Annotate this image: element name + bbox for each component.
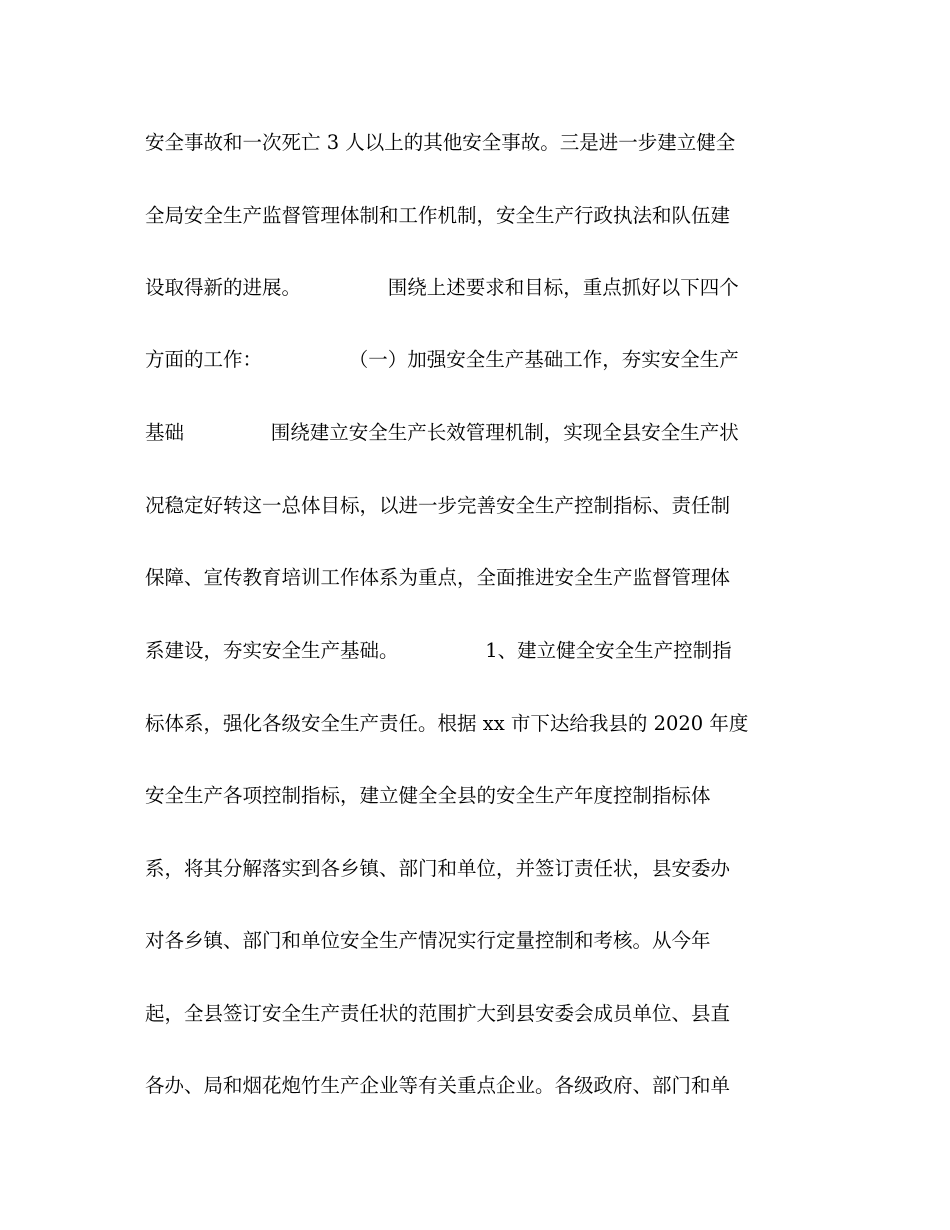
- body-text-line: 安全事故和一次死亡 3 人以上的其他安全事故。三是进一步建立健全: [145, 131, 736, 154]
- body-text-line: 基础 围绕建立安全生产长效管理机制，实现全县安全生产状: [145, 421, 739, 444]
- body-text-line: 保障、宣传教育培训工作体系为重点，全面推进安全生产监督管理体: [145, 566, 731, 589]
- body-text-line: 标体系，强化各级安全生产责任。根据 xx 市下达给我县的 2020 年度: [145, 712, 749, 735]
- body-text-line: 况稳定好转这一总体目标，以进一步完善安全生产控制指标、责任制: [145, 494, 731, 517]
- body-text-line: 方面的工作： （一）加强安全生产基础工作，夯实安全生产: [145, 348, 739, 371]
- body-text-line: 对各乡镇、部门和单位安全生产情况实行定量控制和考核。从今年: [145, 929, 711, 952]
- body-text-line: 起，全县签订安全生产责任状的范围扩大到县安委会成员单位、县直: [145, 1002, 731, 1025]
- body-text-line: 系，将其分解落实到各乡镇、部门和单位，并签订责任状，县安委办: [145, 857, 731, 880]
- body-text-line: 设取得新的进展。 围绕上述要求和目标，重点抓好以下四个: [145, 276, 739, 299]
- body-text-line: 全局安全生产监督管理体制和工作机制，安全生产行政执法和队伍建: [145, 204, 731, 227]
- body-text-line: 系建设，夯实安全生产基础。 1、建立健全安全生产控制指: [145, 639, 732, 662]
- body-text-line: 各办、局和烟花炮竹生产企业等有关重点企业。各级政府、部门和单: [145, 1074, 731, 1097]
- body-text-line: 安全生产各项控制指标，建立健全全县的安全生产年度控制指标体: [145, 784, 711, 807]
